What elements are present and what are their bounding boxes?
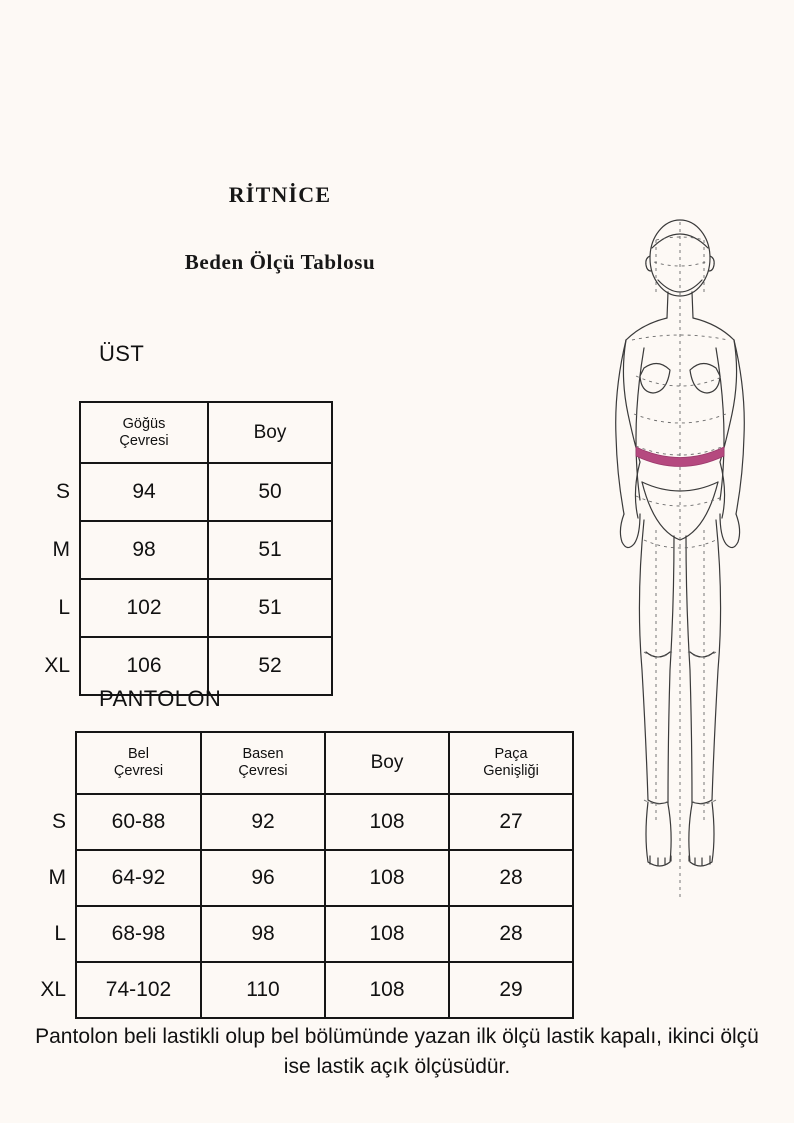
cell-value: 106: [80, 637, 208, 695]
column-header-line2: Çevresi: [119, 432, 169, 449]
table-row: [20, 906, 573, 962]
column-header-line1: Göğüs: [122, 415, 166, 432]
cell-value: 108: [325, 794, 449, 850]
cell-value: 51: [208, 521, 332, 579]
section-title-top: ÜST: [99, 341, 145, 366]
cell-value: 108: [325, 962, 449, 1018]
cell-value: 102: [80, 579, 208, 637]
brand-title: RİTNİCE: [228, 182, 332, 207]
column-header-line1: Paça: [494, 746, 528, 763]
row-label: XL: [44, 654, 70, 677]
cell-value: 60-88: [76, 794, 201, 850]
cell-value: 98: [80, 521, 208, 579]
section-title-pants: PANTOLON: [99, 686, 222, 711]
cell-value: 74-102: [76, 962, 201, 1018]
female-body-illustration: [570, 200, 790, 940]
cell-value: 108: [325, 850, 449, 906]
cell-value: 28: [449, 906, 573, 962]
table-row: [34, 579, 332, 637]
column-header-line2: Genişliği: [483, 763, 539, 779]
row-label: S: [55, 480, 70, 503]
cell-value: 96: [201, 850, 325, 906]
table-row: [20, 850, 573, 906]
row-label: M: [52, 538, 70, 561]
cell-value: 108: [325, 906, 449, 962]
table-row: [20, 794, 573, 850]
table-row: [34, 463, 332, 521]
column-header: [208, 402, 332, 463]
cell-value: 92: [201, 794, 325, 850]
column-header: [449, 732, 573, 794]
cell-value: 29: [449, 962, 573, 1018]
cell-value: 51: [208, 579, 332, 637]
column-header: [76, 732, 201, 794]
cell-value: 28: [449, 850, 573, 906]
column-header: [325, 732, 449, 794]
row-label: L: [54, 922, 66, 945]
table-row: [20, 962, 573, 1018]
column-header-line1: Boy: [370, 752, 404, 774]
cell-value: 110: [201, 962, 325, 1018]
mannequin-figure: [570, 200, 790, 940]
cell-value: 27: [449, 794, 573, 850]
column-header-line1: Bel: [128, 746, 149, 763]
footer-note: Pantolon beli lastikli olup bel bölümünde yazan ilk ölçü lastik kapalı, ikinci ölçü ise lastik açık ölçüsüdür.: [35, 1025, 759, 1079]
cell-value: 68-98: [76, 906, 201, 962]
cell-value: 98: [201, 906, 325, 962]
cell-value: 64-92: [76, 850, 201, 906]
column-header-line2: Çevresi: [113, 763, 164, 779]
row-label: S: [51, 810, 66, 833]
row-label: M: [48, 866, 66, 889]
size-table-top: [34, 401, 333, 696]
column-header: [201, 732, 325, 794]
column-header: [80, 402, 208, 463]
cell-value: 94: [80, 463, 208, 521]
table-header-row: [20, 732, 573, 794]
row-label: XL: [40, 978, 66, 1001]
cell-value: 52: [208, 637, 332, 695]
table-row: [34, 521, 332, 579]
column-header-line1: Boy: [253, 421, 287, 443]
column-header-line1: Basen: [242, 746, 284, 763]
row-label: L: [58, 596, 70, 619]
cell-value: 50: [208, 463, 332, 521]
size-table-pants: [20, 731, 574, 1019]
column-header-line2: Çevresi: [238, 763, 288, 779]
page-subtitle: Beden Ölçü Tablosu: [184, 250, 376, 274]
table-header-row: [34, 402, 332, 463]
waist-band-marker: [636, 447, 724, 467]
